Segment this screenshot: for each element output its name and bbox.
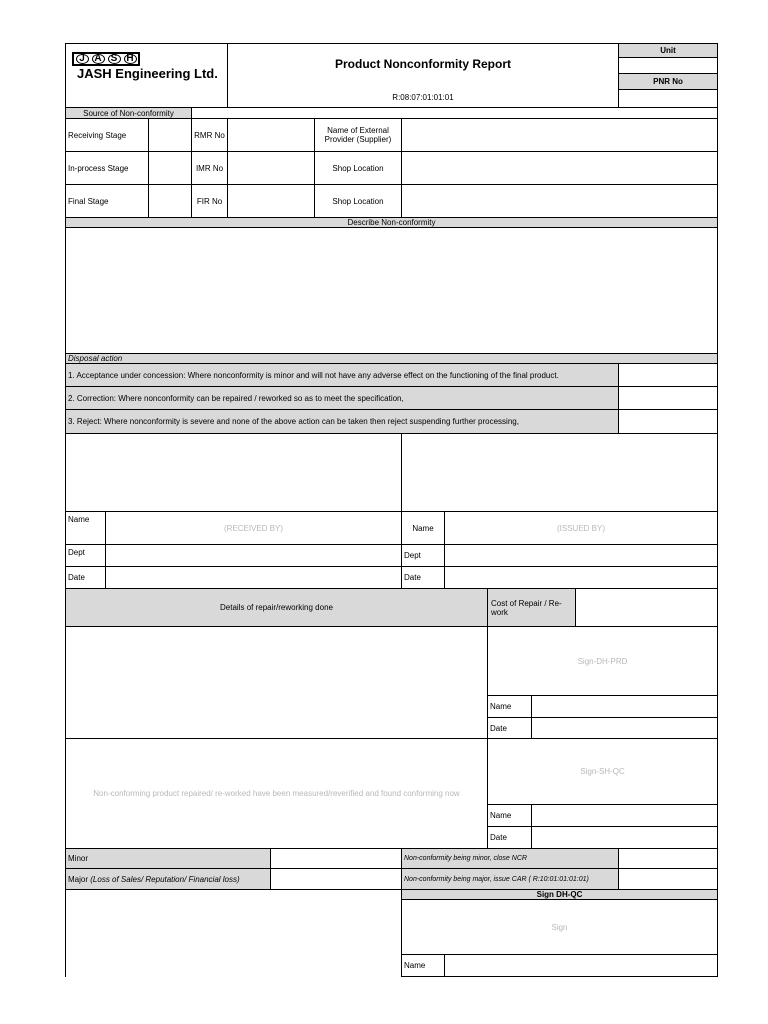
qc-date-field[interactable] [531, 826, 718, 849]
form-ref: R:08:07:01:01:01 [392, 93, 454, 102]
minor-action-text: Non-conformity being minor, close NCR [404, 855, 527, 862]
pnr-label: PNR No [618, 73, 718, 90]
dh-qc-name-field[interactable] [444, 954, 718, 977]
date-label: Date [487, 826, 532, 849]
source-label: Source of Non-conformity [65, 107, 192, 119]
received-by-field[interactable] [105, 511, 402, 545]
in-process-stage-label: In-process Stage [65, 151, 149, 185]
sign-dh-qc-label: Sign DH-QC [401, 889, 718, 900]
logo-letter: S [108, 54, 121, 64]
received-by-hint: (RECEIVED BY) [223, 523, 284, 533]
date-label: Date [401, 566, 445, 589]
qc-name-field[interactable] [531, 804, 718, 827]
company-name: JASH Engineering Ltd. [77, 66, 218, 81]
sign-sh-qc-hint: Sign-SH-QC [580, 767, 625, 776]
remarks-area[interactable] [65, 889, 402, 977]
final-stage-label: Final Stage [65, 184, 149, 218]
external-provider-label: Name of External Provider (Supplier) [314, 118, 402, 152]
verification-note: Non-conforming product repaired/ re-worked have been measured/reverified and found conforming now [93, 789, 460, 798]
sign-dh-qc-area[interactable] [401, 899, 718, 955]
imr-label: IMR No [191, 151, 228, 185]
name-label: Name [65, 511, 106, 545]
major-label [65, 868, 271, 890]
received-sign-area[interactable] [65, 433, 402, 512]
dept-label: Dept [65, 544, 106, 567]
date-label: Date [65, 566, 106, 589]
rmr-label: RMR No [191, 118, 228, 152]
cost-field[interactable] [575, 588, 718, 627]
receiving-stage-label: Receiving Stage [65, 118, 149, 152]
sign-dh-prd-hint: Sign-DH-PRD [577, 656, 628, 666]
page-title: Product Nonconformity Report [335, 57, 511, 71]
received-date-field[interactable] [105, 566, 402, 589]
shop-location-label: Shop Location [314, 184, 402, 218]
disposal-option-2: 2. Correction: Where nonconformity can be repaired / reworked so as to meet the specification, [65, 386, 619, 410]
describe-area[interactable] [65, 227, 718, 354]
received-dept-field[interactable] [105, 544, 402, 567]
cost-label-text: Cost of Repair / Re-work [491, 598, 562, 617]
logo-letter: H [124, 54, 137, 64]
repair-details-area[interactable] [65, 626, 488, 739]
fir-label: FIR No [191, 184, 228, 218]
dept-label: Dept [401, 544, 445, 567]
issued-sign-area[interactable] [401, 433, 718, 512]
describe-label: Describe Non-conformity [65, 217, 718, 228]
major-note: (Loss of Sales/ Reputation/ Financial loss) [90, 874, 240, 884]
major-check[interactable] [270, 868, 402, 890]
repair-details-label: Details of repair/reworking done [65, 588, 488, 627]
disposal-option-3: 3. Reject: Where nonconformity is severe and none of the above action can be taken then reject suspending further processing, [65, 409, 619, 434]
minor-label: Minor [65, 848, 271, 869]
minor-action-check[interactable] [618, 848, 718, 869]
unit-field[interactable] [618, 57, 718, 74]
name-label: Name [487, 695, 532, 718]
jash-logo [72, 52, 140, 66]
shop-location-field[interactable] [401, 151, 718, 185]
prd-name-field[interactable] [531, 695, 718, 718]
shop-location-label: Shop Location [314, 151, 402, 185]
issued-by-field[interactable] [444, 511, 718, 545]
cost-label [487, 588, 576, 627]
major-action-text: Non-conformity being major, issue CAR ( R:10:01:01:01:01) [404, 875, 589, 883]
name-label: Name [401, 511, 445, 545]
disposal-option-1: 1. Acceptance under concession: Where nonconformity is minor and will not have any adverse effect on the functioning of the final product. [65, 363, 619, 387]
disposal-label-text: Disposal action [68, 354, 123, 363]
minor-action-label [401, 848, 619, 869]
sign-hint: Sign [551, 922, 568, 932]
sign-dh-prd-area[interactable] [487, 626, 718, 696]
prd-date-field[interactable] [531, 717, 718, 739]
pnr-field[interactable] [618, 89, 718, 108]
name-label: Name [487, 804, 532, 827]
logo-letter: J [76, 54, 89, 64]
external-provider-field[interactable] [401, 118, 718, 152]
logo-letter: A [92, 54, 105, 64]
major-action-label [401, 868, 619, 890]
in-process-stage-check[interactable] [148, 151, 192, 185]
unit-label: Unit [618, 43, 718, 58]
issued-dept-field[interactable] [444, 544, 718, 567]
disposal-option-1-check[interactable] [618, 363, 718, 387]
final-stage-check[interactable] [148, 184, 192, 218]
major-label-text: Major [68, 874, 89, 884]
date-label: Date [487, 717, 532, 739]
shop-location-field[interactable] [401, 184, 718, 218]
fir-field[interactable] [227, 184, 315, 218]
name-label: Name [401, 954, 445, 977]
imr-field[interactable] [227, 151, 315, 185]
issued-by-hint: (ISSUED BY) [556, 523, 605, 533]
issued-date-field[interactable] [444, 566, 718, 589]
minor-check[interactable] [270, 848, 402, 869]
sign-sh-qc-area[interactable] [487, 738, 718, 805]
major-action-check[interactable] [618, 868, 718, 890]
verification-area[interactable] [65, 738, 488, 849]
rmr-field[interactable] [227, 118, 315, 152]
receiving-stage-check[interactable] [148, 118, 192, 152]
disposal-option-3-check[interactable] [618, 409, 718, 434]
disposal-option-2-check[interactable] [618, 386, 718, 410]
